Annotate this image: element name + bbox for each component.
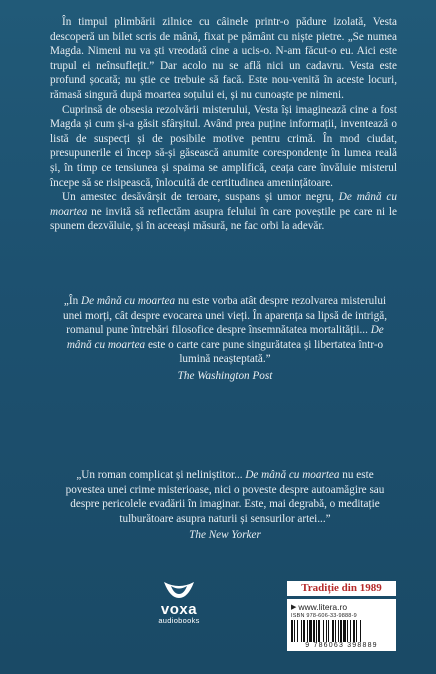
quote-part-1: nu este vorba atât despre rezolvarea misterului unei morți, cât despre evocarea unei vieți. În aparența sa lipsă de intrigă, romanul pune întrebări filosofice despre însemnătatea mortalității... (63, 295, 387, 337)
quote-source: The Washington Post (177, 369, 273, 382)
book-title-inline: De mână cu moartea (245, 469, 340, 481)
book-title-inline: De mână cu moartea (81, 295, 176, 307)
book-description (50, 15, 397, 234)
book-title-inline: De mână cu moartea (50, 191, 397, 218)
voxa-audiobooks-logo (144, 580, 214, 625)
quote-part-2: nu este povestea unei crime misterioase, nici o poveste despre autoamăgire sau despre pericolele evadării în imaginar. Este, mai degrabă, o meditație tulburătoare asupra naturii și sensurilor artei...” (65, 469, 385, 525)
tradition-badge: Tradiție din 1989 (287, 581, 396, 596)
publisher-block (287, 581, 396, 651)
barcode-number: 9 786063 398889 (305, 642, 378, 649)
logo-subtitle: audiobooks (158, 616, 200, 625)
barcode-label (287, 599, 396, 651)
review-quote-washington-post (60, 294, 390, 384)
description-paragraph-1: În timpul plimbării zilnice cu câinele printr-o pădure izolată, Vesta descoperă un bilet scris de mână, fixat pe pământ cu niște pietre. „Se numea Magda. Nimeni nu va ști vreodată cine a ucis-o. N-am făcut-o eu. Aici este trupul ei neînsuflețit.” Dar acolo nu se află nici un cadavru. Vesta este profund șocată; nu știe ce trebuie să facă. Este nou-venită în aceste locuri, rămasă singură după moartea soțului ei, și nu cunoaște pe nimeni. (50, 16, 397, 101)
website (291, 602, 392, 612)
quote-part-1: „Un roman complicat și neliniștitor... (76, 469, 246, 481)
book-title-inline: De mână cu moartea (66, 324, 384, 351)
description-paragraph-2: Cuprinsă de obsesia rezolvării misterului, Vesta își imaginează cine a fost Magda și cum și-a găsit sfârșitul. Având prea puține informații, inventează o listă de suspecți și de posibile motive pentru crimă. În mod ciudat, presupunerile ei încep să-și găsească anumite corespondențe în lumea reală și, în timp ce tensiunea și spaima se amplifică, ceața care învăluie misterul începe să se risipească, înlocuită de certitudinea amenințătoare. (50, 103, 397, 189)
paragraph-3-start: Un amestec desăvârșit de teroare, suspans și umor negru, (62, 191, 339, 204)
arrow-icon: ▶ (291, 604, 297, 611)
website-text: www.litera.ro (298, 602, 348, 612)
quote-text (60, 468, 390, 526)
quote-open: „În (63, 295, 81, 307)
quote-text (60, 294, 390, 367)
description-paragraph-3 (50, 190, 397, 234)
quote-part-2: este o carte care pune singurătatea și libertatea într-o lumină neașteptată.” (145, 338, 384, 366)
paragraph-3-end: ne invită să reflectăm asupra felului în care poveștile pe care ni le spunem dezvăluie, și în aceeași măsură, ne fac orbi la adevăr. (50, 205, 397, 233)
barcode-icon (291, 620, 392, 642)
logo-wordmark: voxa (160, 601, 198, 618)
voxa-logo-icon (162, 580, 196, 600)
isbn-text: ISBN 978-606-33-9888-9 (291, 613, 357, 619)
review-quote-new-yorker (60, 468, 390, 543)
quote-source: The New Yorker (189, 529, 261, 542)
